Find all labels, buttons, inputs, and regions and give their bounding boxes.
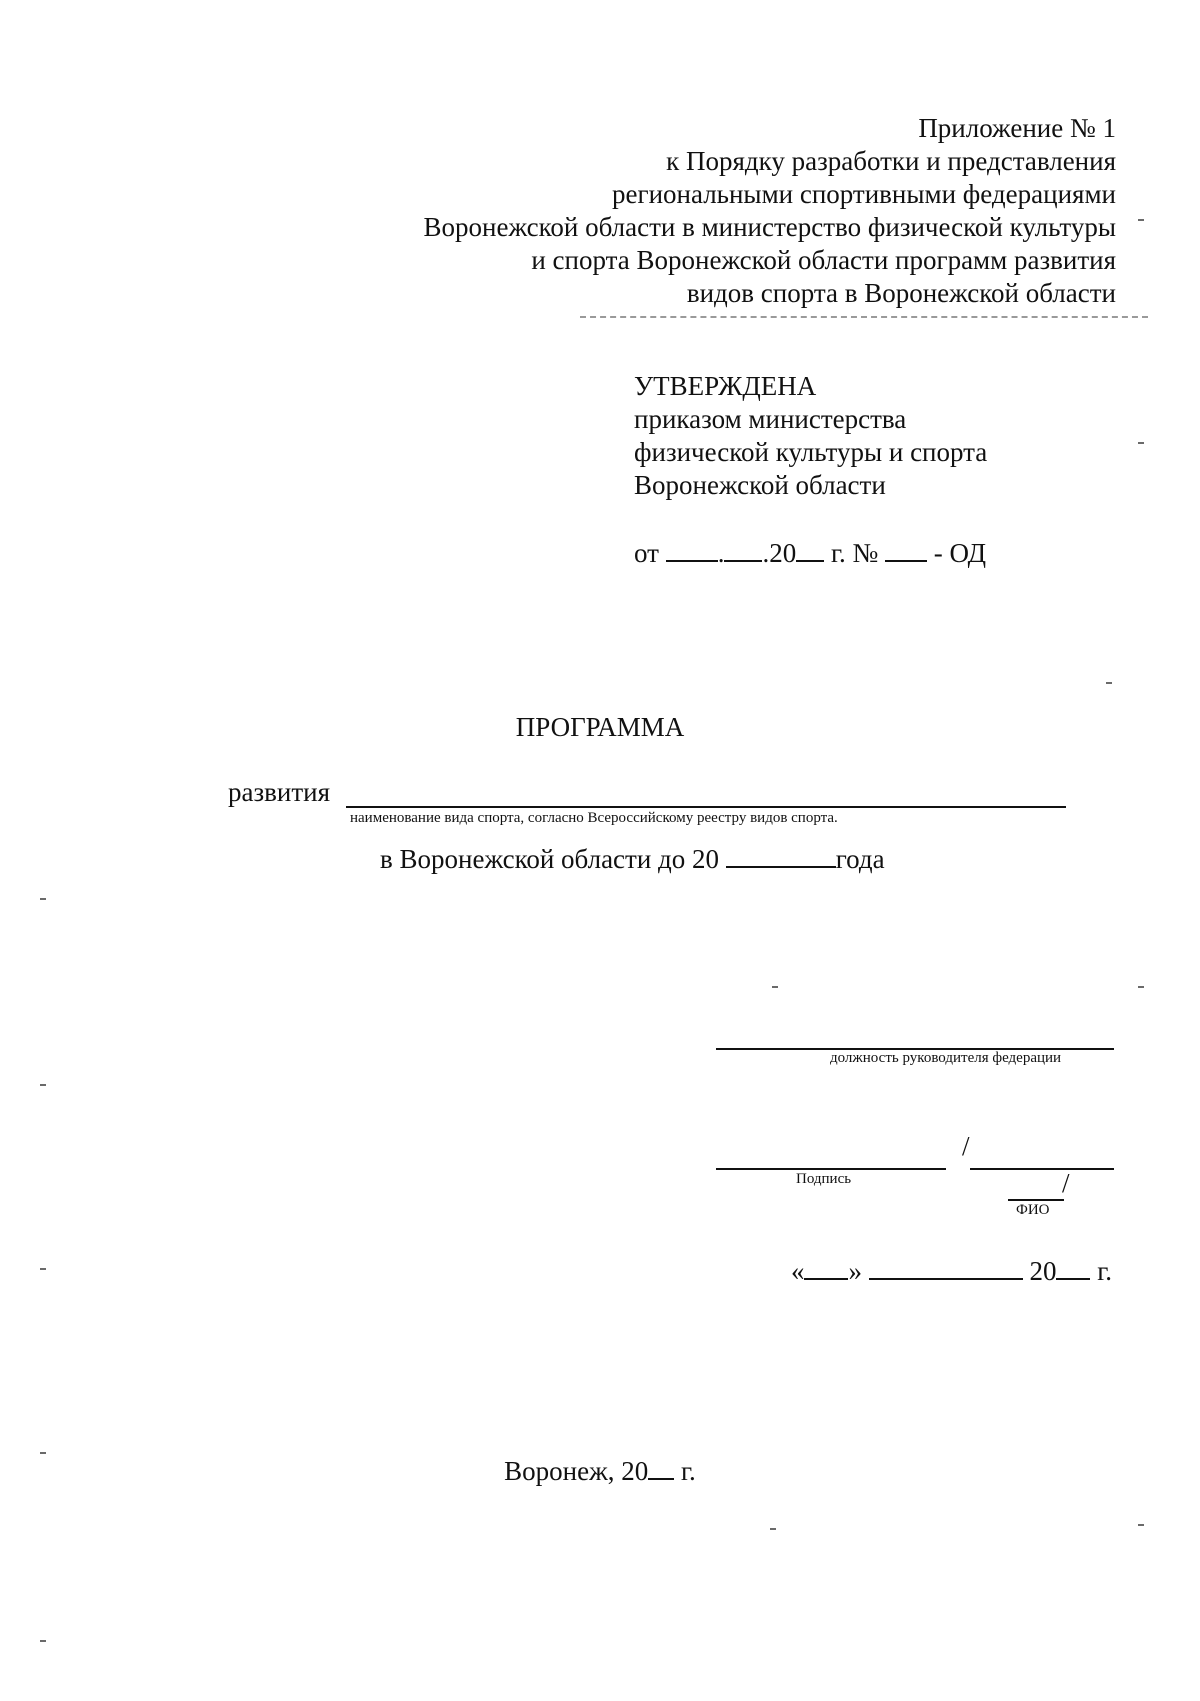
city-year: Воронеж, 20 <box>504 1456 649 1486</box>
date-open-quote: « <box>790 1256 805 1286</box>
approval-line: Воронежской области <box>634 470 886 500</box>
sport-name-hint: наименование вида спорта, согласно Всероссийскому реестру видов спорта. <box>350 810 838 826</box>
scan-speck <box>40 898 46 900</box>
signature-date-line <box>791 1254 1112 1287</box>
footer-g: г. <box>681 1456 696 1486</box>
order-year: .20 <box>762 538 797 568</box>
program-title: ПРОГРАММА <box>515 712 685 742</box>
annex-header <box>424 112 1116 310</box>
scan-speck <box>1138 442 1144 444</box>
order-month-blank[interactable] <box>724 536 762 562</box>
footer-year-blank[interactable] <box>648 1454 674 1480</box>
order-dot: . <box>717 538 725 568</box>
development-label: развития <box>228 777 331 807</box>
until-year-line <box>380 842 885 875</box>
date-day-blank[interactable] <box>804 1254 848 1280</box>
order-suffix: - ОД <box>933 538 987 568</box>
until-suffix: года <box>835 844 885 874</box>
scan-speck <box>1138 986 1144 988</box>
approval-heading: УТВЕРЖДЕНА <box>634 371 817 401</box>
signature-slash: / <box>962 1131 970 1161</box>
approval-line: физической культуры и спорта <box>634 437 988 467</box>
order-day-blank[interactable] <box>666 536 718 562</box>
order-number-blank[interactable] <box>885 536 927 562</box>
order-number-label: г. № <box>830 538 879 568</box>
date-year: 20 <box>1029 1256 1057 1286</box>
approval-line: приказом министерства <box>634 404 907 434</box>
annex-line: региональными спортивными федерациями <box>612 179 1116 209</box>
position-hint: должность руководителя федерации <box>830 1050 1062 1066</box>
fio-hint: ФИО <box>1016 1202 1050 1218</box>
scan-speck <box>40 1452 46 1454</box>
date-g: г. <box>1097 1256 1112 1286</box>
date-month-blank[interactable] <box>869 1254 1023 1280</box>
scan-speck <box>770 1528 776 1530</box>
annex-line: Приложение № 1 <box>918 113 1116 143</box>
order-prefix: от <box>634 538 659 568</box>
scan-divider <box>580 316 1148 318</box>
until-prefix: в Воронежской области до 20 <box>380 844 720 874</box>
scan-speck <box>40 1268 46 1270</box>
annex-line: Воронежской области в министерство физической культуры <box>423 212 1116 242</box>
order-number-line <box>634 536 986 569</box>
signature-hint: Подпись <box>796 1171 852 1187</box>
fio-field[interactable] <box>970 1168 1114 1170</box>
fio-slash: / <box>1062 1168 1070 1198</box>
scan-speck <box>1138 219 1144 221</box>
scan-speck <box>40 1084 46 1086</box>
date-year-blank[interactable] <box>1056 1254 1090 1280</box>
annex-line: к Порядку разработки и представления <box>666 146 1116 176</box>
approval-block <box>634 370 987 502</box>
until-year-blank[interactable] <box>726 842 836 868</box>
order-year-blank[interactable] <box>796 536 824 562</box>
date-close-quote: » <box>848 1256 862 1286</box>
signature-field[interactable] <box>716 1168 946 1170</box>
sport-name-field[interactable] <box>346 806 1066 808</box>
scan-speck <box>772 986 778 988</box>
scan-speck <box>40 1640 46 1642</box>
city-year-footer <box>0 1454 1200 1487</box>
annex-line: и спорта Воронежской области программ развития <box>531 245 1116 275</box>
annex-line: видов спорта в Воронежской области <box>686 278 1116 308</box>
scan-speck <box>1106 682 1112 684</box>
scan-speck <box>1138 1524 1144 1526</box>
fio-underline <box>1008 1199 1064 1201</box>
